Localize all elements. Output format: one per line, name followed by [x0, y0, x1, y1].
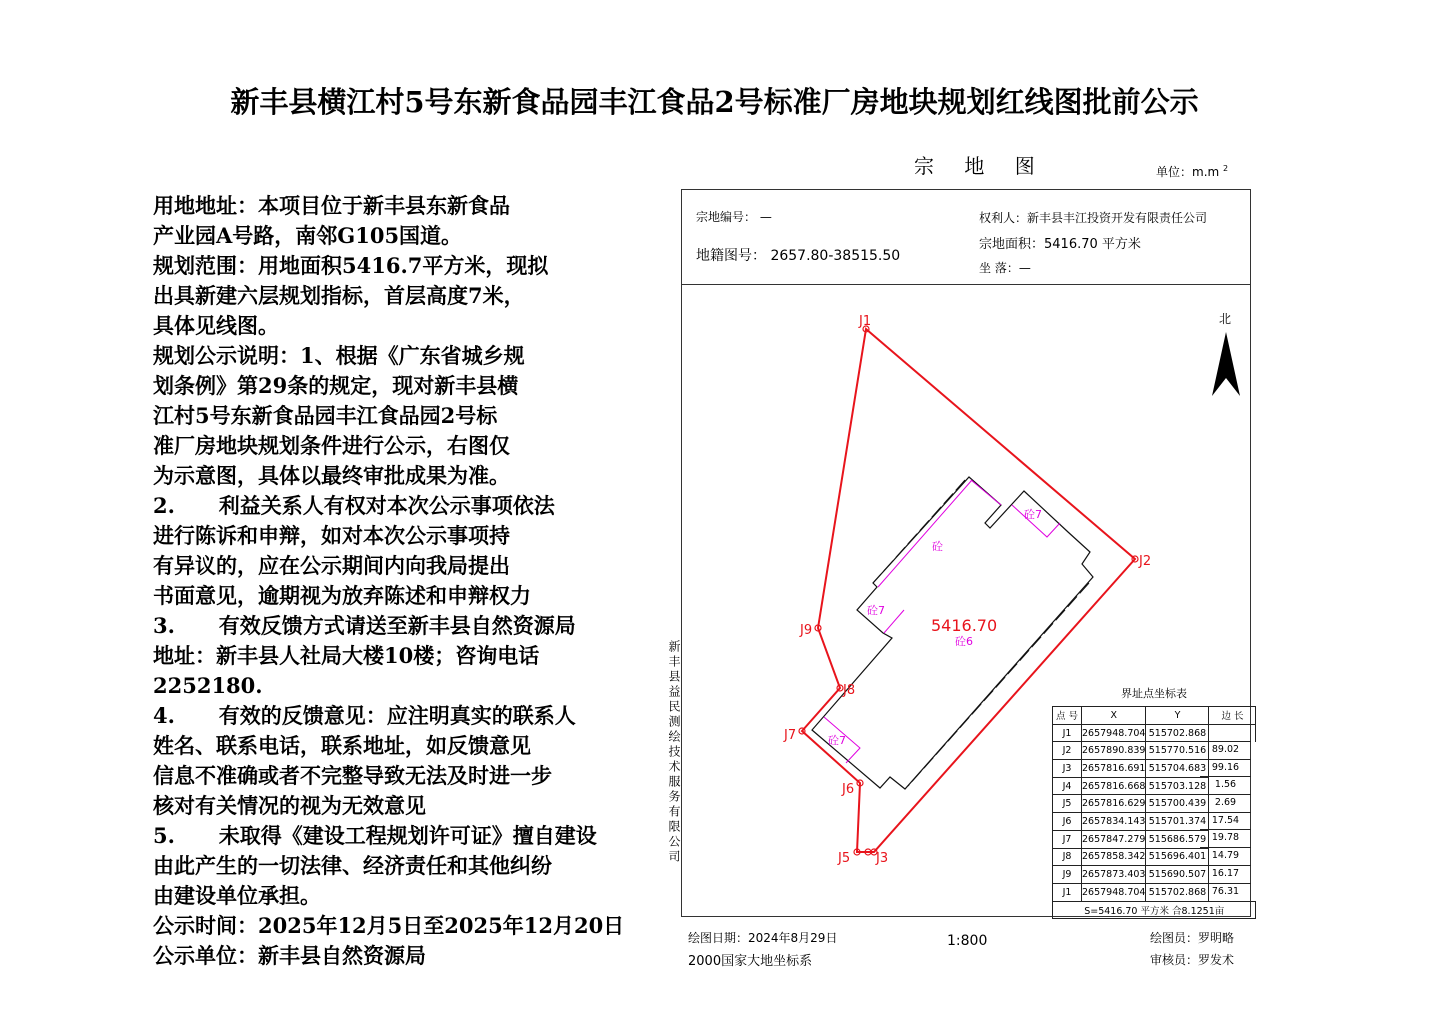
edge-length: 16.17 [1200, 865, 1251, 883]
edge-length: 76.31 [1200, 883, 1251, 901]
table-cell: 2657816.691 [1082, 760, 1146, 778]
point-label: J1 [859, 314, 872, 329]
notice-line: 由此产生的一切法律、经济责任和其他纠纷 [153, 853, 552, 878]
drafter: 绘图员：罗明略 [1150, 931, 1235, 945]
point-label: J6 [842, 782, 855, 797]
table-cell: 515686.579 [1146, 830, 1209, 848]
reviewer: 审核员：罗发术 [1150, 953, 1235, 967]
notice-line: 3. 有效反馈方式请送至新丰县自然资源局 [153, 613, 576, 638]
table-cell: 515690.507 [1146, 866, 1209, 884]
surveyor-vertical: 新丰县益民测绘技术服务有限公司 [667, 640, 681, 865]
notice-line: 5. 未取得《建设工程规划许可证》擅自建设 [153, 823, 597, 848]
notice-line: 4. 有效的反馈意见：应注明真实的联系人 [153, 703, 576, 728]
edge-length: 89.02 [1200, 741, 1251, 759]
notice-line: 划条例》第29条的规定，现对新丰县横 [153, 373, 519, 398]
edge-length-column [1200, 733, 1251, 900]
annotation-line [884, 610, 904, 633]
point-label: J9 [800, 623, 813, 638]
table-cell: 2657847.279 [1082, 830, 1146, 848]
point-label: J8 [843, 683, 856, 698]
notice-line: 进行陈诉和申辩，如对本次公示事项持 [153, 523, 510, 548]
floors-label: 砼 [932, 540, 943, 553]
area-label: 5416.70 [931, 616, 998, 635]
table-cell: 2657948.704 [1082, 883, 1146, 901]
table-cell: 515704.683 [1146, 760, 1209, 778]
sheet-no: 地籍图号： 2657.80-38515.50 [696, 248, 901, 264]
owner: 权利人：新丰县丰江投资开发有限责任公司 [979, 211, 1208, 225]
notice-line: 具体见线图。 [153, 313, 279, 338]
notice-line: 核对有关情况的视为无效意见 [153, 793, 426, 818]
edge-length: 14.79 [1200, 847, 1251, 865]
point-label: J5 [838, 851, 851, 866]
table-cell: J8 [1053, 848, 1082, 866]
coordinate-system: 2000国家大地坐标系 [688, 954, 813, 969]
annotation-line [878, 480, 972, 587]
notice-line: 为示意图，具体以最终审批成果为准。 [153, 463, 510, 488]
table-cell: J9 [1053, 866, 1082, 884]
notice-line: 用地地址：本项目位于新丰县东新食品 [153, 193, 510, 218]
table-cell: J6 [1053, 813, 1082, 831]
table-cell: 2657890.839 [1082, 742, 1146, 760]
table-cell: J1 [1053, 883, 1082, 901]
point-label: J7 [784, 728, 797, 743]
edge-length: 19.78 [1200, 829, 1251, 847]
notice-line: 地址：新丰县人社局大楼10楼；咨询电话 [153, 643, 540, 668]
table-cell: 2657834.143 [1082, 813, 1146, 831]
draw-date: 绘图日期：2024年8月29日 [688, 931, 838, 945]
edge-length: 17.54 [1200, 812, 1251, 830]
table-cell: J1 [1053, 724, 1082, 742]
notice-line: 2252180. [153, 673, 263, 698]
table-cell: 515703.128 [1146, 777, 1209, 795]
edge-length: 99.16 [1200, 759, 1251, 777]
notice-line: 信息不准确或者不完整导致无法及时进一步 [153, 763, 552, 788]
map-scale: 1:800 [947, 933, 988, 949]
edge-length: 1.56 [1200, 776, 1251, 794]
location: 坐 落：— [979, 261, 1031, 275]
table-cell: 515770.516 [1146, 742, 1209, 760]
notice-line: 江村5号东新食品园丰江食品园2号标 [153, 403, 498, 428]
unit-sup: 2 [1223, 164, 1229, 173]
unit-text: 单位：m.m [1156, 165, 1220, 179]
table-header-row [1053, 707, 1256, 725]
table-cell: J3 [1053, 760, 1082, 778]
annotation-line [971, 480, 1001, 505]
table-header: 点 号 [1053, 707, 1082, 725]
notice-line: 公示时间：2025年12月5日至2025年12月20日 [153, 913, 625, 938]
table-cell: 515702.868 [1146, 883, 1209, 901]
table-header: X [1082, 707, 1146, 725]
table-cell: 2657948.704 [1082, 724, 1146, 742]
notice-line: 准厂房地块规划条件进行公示，右图仅 [153, 433, 510, 458]
notice-line: 产业园A号路，南邻G105国道。 [153, 223, 463, 248]
notice-line: 规划公示说明：1、根据《广东省城乡规 [153, 343, 525, 368]
table-cell: 515701.374 [1146, 813, 1209, 831]
notice-line: 由建设单位承担。 [153, 883, 321, 908]
notice-line: 书面意见，逾期视为放弃陈述和申辩权力 [153, 583, 531, 608]
table-cell: 2657816.668 [1082, 777, 1146, 795]
coordinate-table-title: 界址点坐标表 [1121, 687, 1187, 700]
table-summary-row [1053, 901, 1256, 919]
point-label: J2 [1139, 554, 1152, 569]
notice-line: 公示单位：新丰县自然资源局 [153, 943, 426, 968]
table-header: 边 长 [1209, 707, 1256, 725]
table-cell: J4 [1053, 777, 1082, 795]
floors-label: 砼6 [955, 635, 973, 648]
notice-line: 规划范围：用地面积5416.7平方米，现拟 [153, 253, 549, 278]
table-cell: J7 [1053, 830, 1082, 848]
table-cell: 515702.868 [1146, 724, 1209, 742]
table-cell: J2 [1053, 742, 1082, 760]
floors-label: 砼7 [867, 604, 885, 617]
area-summary: S=5416.70 平方米 合8.1251亩 [1053, 901, 1256, 919]
table-cell: 2657816.629 [1082, 795, 1146, 813]
edge-length: 2.69 [1200, 794, 1251, 812]
page-title: 新丰县横江村5号东新食品园丰江食品2号标准厂房地块规划红线图批前公示 [230, 85, 1199, 119]
map-title: 宗 地 图 [914, 154, 1047, 178]
table-cell: 515696.401 [1146, 848, 1209, 866]
table-cell: 2657858.342 [1082, 848, 1146, 866]
north-arrow-icon [1212, 332, 1240, 396]
table-header: Y [1146, 707, 1209, 725]
parcel-no: 宗地编号： — [696, 210, 772, 224]
table-cell: 515700.439 [1146, 795, 1209, 813]
notice-line: 2. 利益关系人有权对本次公示事项依法 [153, 493, 555, 518]
table-cell: 2657873.403 [1082, 866, 1146, 884]
point-label: J3 [876, 851, 889, 866]
notice-line: 有异议的，应在公示期间内向我局提出 [153, 553, 510, 578]
notice-line: 姓名、联系电话，联系地址，如反馈意见 [153, 733, 531, 758]
north-label: 北 [1219, 312, 1232, 326]
floors-label: 砼7 [828, 734, 846, 747]
parcel-area: 宗地面积：5416.70 平方米 [979, 237, 1141, 252]
floors-label: 砼7 [1024, 508, 1042, 521]
table-cell: J5 [1053, 795, 1082, 813]
notice-line: 出具新建六层规划指标，首层高度7米， [153, 283, 525, 308]
